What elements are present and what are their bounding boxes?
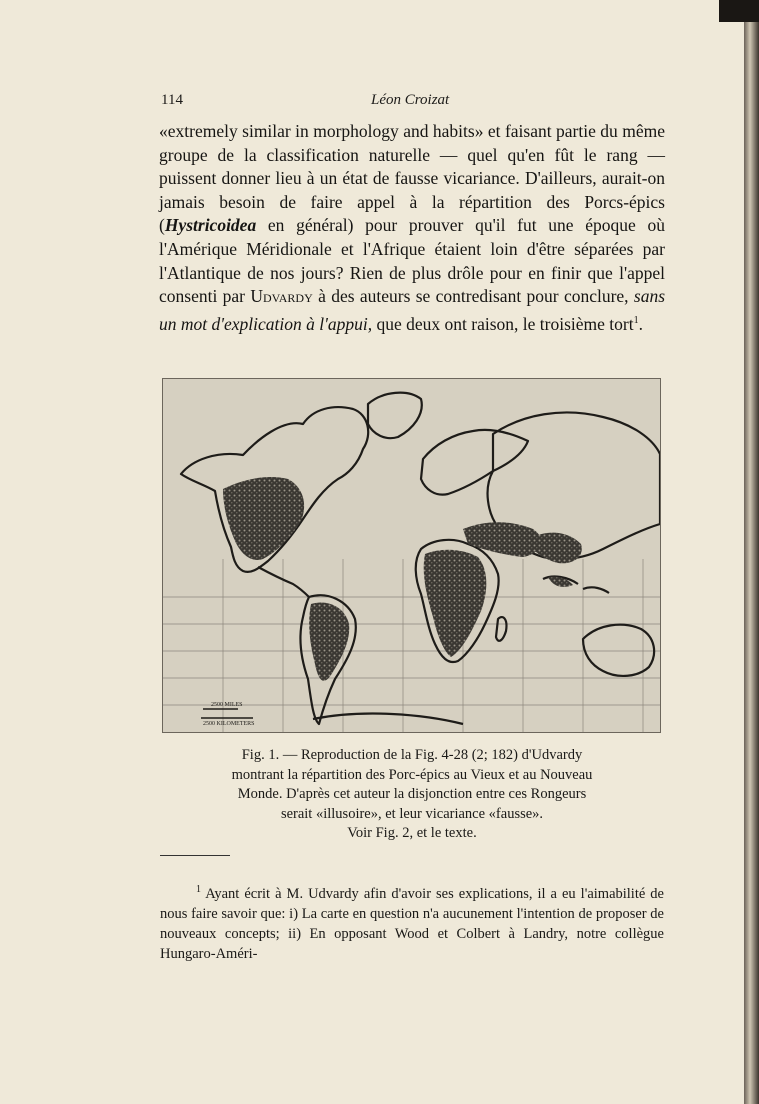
italic-phrase: sans un mot d'explication à l'appui, [159,286,666,334]
caption-line: Fig. 1. — Reproduction de la Fig. 4-28 (2; 182) d'Udvardy [241,747,583,763]
caption-line: Monde. D'après cet auteur la disjonction entre ces Rongeurs [237,786,587,803]
running-header [161,92,663,114]
text-line: partie du même groupe de la classification naturelle — quel [159,121,665,165]
paragraph [159,120,665,336]
text-line: et l'Afrique étaient loin d'être séparées par l'Atlantique de [159,238,666,283]
world-map [163,379,660,732]
scale-km-label: 2500 KILOMETERS [203,721,255,727]
footnote-ref: 1 [633,314,639,326]
text-line: raison, le troisième tort [471,313,634,334]
text-line: . [638,313,643,334]
porcupine-range [223,477,582,681]
text-line: nos jours? Rien de plus drôle pour en finir que l'appel [270,262,665,283]
text-line: en général) [256,215,354,236]
scale-miles-label: 2500 MILES [211,702,243,708]
caption-line: Voir Fig. 2, et le texte. [347,825,477,842]
footnote-marker: 1 [196,884,201,895]
footnote-rule [160,855,230,856]
text-line: qu'en fût le rang — puissent donner lieu à un état de fausse [159,144,665,189]
text-line: «extremely similar in morphology and habits» et faisant [159,121,552,141]
main-paragraph [159,120,665,336]
caption-line: montrant la répartition des Porc-épics au Vieux et au Nouveau [231,766,593,783]
footnote [160,880,664,965]
taxon-name: Hystricoidea [164,215,257,236]
caption-line: serait «illusoire», et leur vicariance «fausse». [280,805,544,822]
text-line: à des auteurs se contredisant pour [312,286,559,307]
text-line: que deux ont [372,313,467,334]
text-line: consenti par [159,286,251,307]
text-line: vicariance. D'ailleurs, aurait-on jamais besoin de faire appel [159,168,665,212]
text-line: pour prouver qu'il fut une époque où l'Amérique Méridionale [159,215,665,259]
running-head-author: Léon Croizat [371,92,450,108]
corner-shadow [719,0,759,22]
text-line: conclure, [563,286,634,307]
world-map-figure [162,378,661,733]
author-name: Udvardy [250,286,313,307]
figure-caption [160,746,664,844]
text-line: à la répartition des Porcs-épics ( [159,191,665,236]
book-spine-edge [744,0,759,1104]
map-scale [201,702,255,727]
page-number: 114 [161,92,183,108]
footnote-text: Ayant écrit à M. Udvardy afin d'avoir ses explications, il a eu l'aimabilité de nous faire savoir que: i) La carte en question n'a aucunement l'intention de proposer de nouveaux concepts; ii) En opposant Wood et Colbert à Landry, notre collègue Hungaro-Améri- [160,885,664,963]
